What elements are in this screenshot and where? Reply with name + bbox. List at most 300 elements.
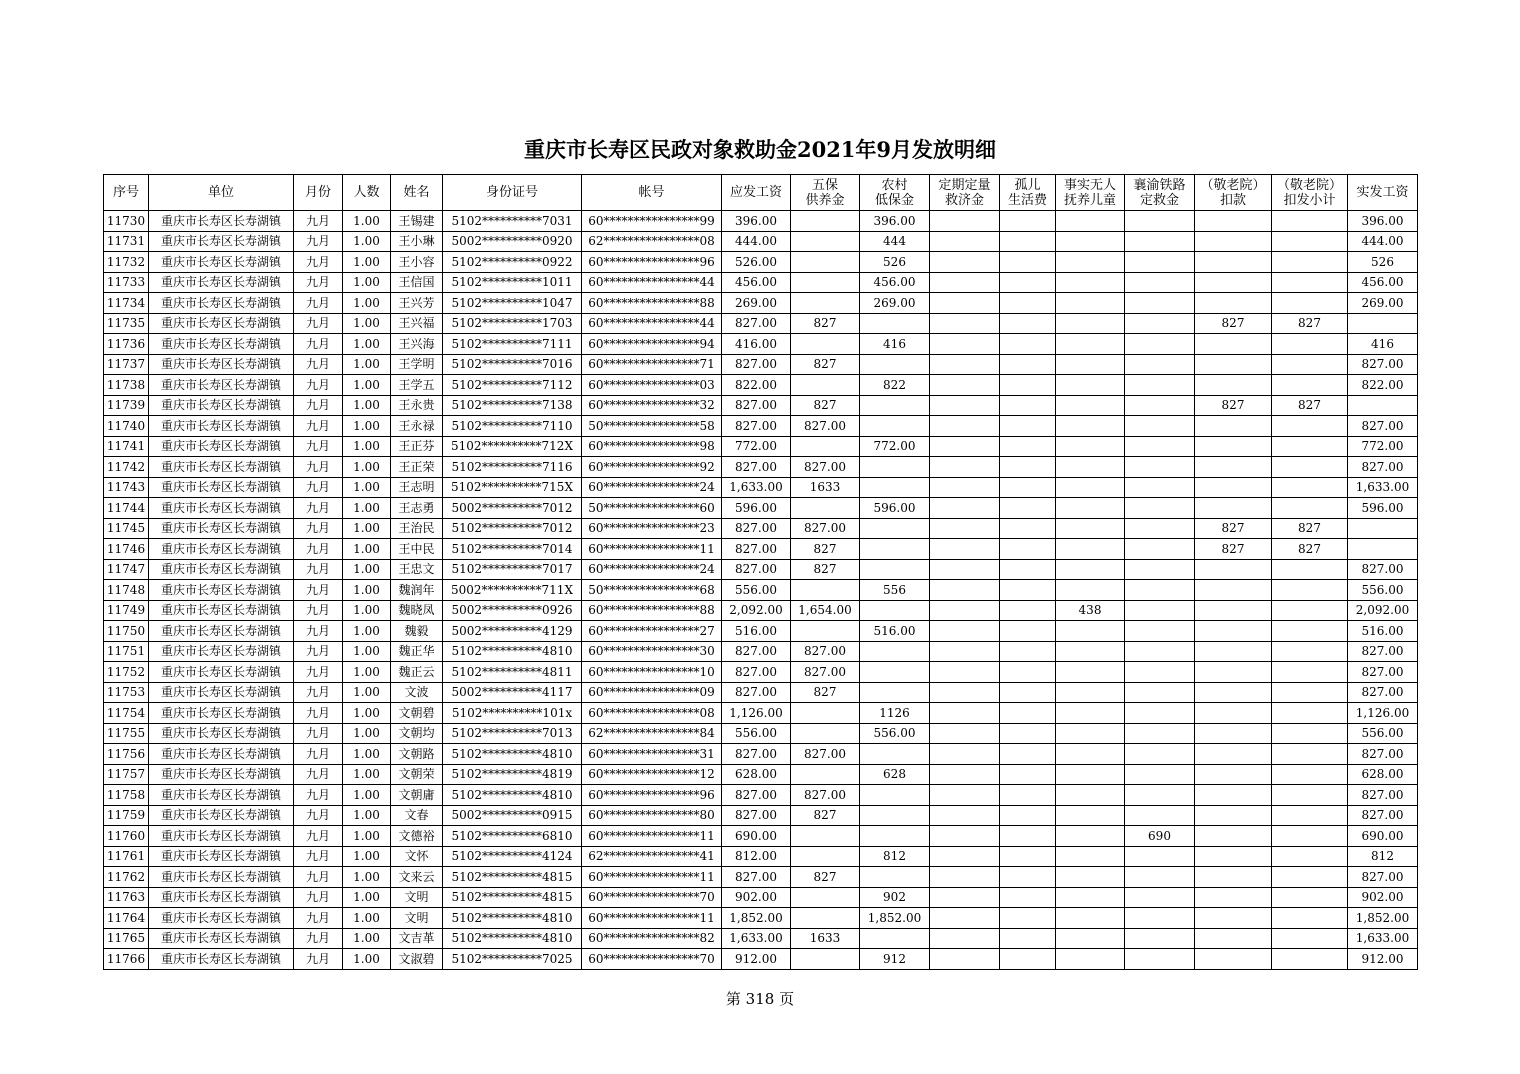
table-cell: 269.00: [722, 293, 791, 314]
column-header: 定期定量 救济金: [930, 175, 1000, 211]
table-cell: [860, 477, 930, 498]
table-cell: 重庆市长寿区长寿湖镇: [149, 477, 294, 498]
table-cell: [1000, 949, 1056, 970]
table-cell: 50****************68: [582, 580, 722, 601]
table-cell: [1195, 272, 1272, 293]
table-cell: [1125, 908, 1195, 929]
table-cell: 526: [1348, 252, 1418, 273]
table-cell: [930, 785, 1000, 806]
table-cell: [1195, 867, 1272, 888]
table-cell: 1.00: [343, 703, 391, 724]
table-cell: [1056, 313, 1125, 334]
table-cell: [1125, 641, 1195, 662]
table-cell: 1126: [860, 703, 930, 724]
table-cell: 827: [1195, 518, 1272, 539]
table-cell: [1348, 395, 1418, 416]
table-cell: [791, 272, 860, 293]
table-cell: [1195, 805, 1272, 826]
table-cell: 5002**********711X: [443, 580, 582, 601]
table-row: [104, 600, 1418, 621]
table-cell: 11747: [104, 559, 149, 580]
table-cell: 11754: [104, 703, 149, 724]
table-cell: [1272, 805, 1348, 826]
table-cell: 九月: [294, 580, 343, 601]
table-cell: 5102**********715X: [443, 477, 582, 498]
table-cell: [1000, 662, 1056, 683]
table-cell: 文朝路: [391, 744, 443, 765]
table-cell: 5102**********7017: [443, 559, 582, 580]
table-cell: [1125, 375, 1195, 396]
table-cell: [1195, 600, 1272, 621]
table-cell: [1195, 559, 1272, 580]
table-row: [104, 641, 1418, 662]
table-cell: 1.00: [343, 580, 391, 601]
table-cell: 魏晓凤: [391, 600, 443, 621]
table-cell: 王正荣: [391, 457, 443, 478]
table-row: [104, 518, 1418, 539]
table-cell: 5102**********7014: [443, 539, 582, 560]
table-cell: [1272, 436, 1348, 457]
table-cell: [1000, 887, 1056, 908]
table-cell: 60****************11: [582, 867, 722, 888]
table-cell: 5102**********101x: [443, 703, 582, 724]
table-cell: [1272, 293, 1348, 314]
table-cell: [1195, 908, 1272, 929]
table-cell: 827: [791, 354, 860, 375]
table-cell: 827.00: [1348, 805, 1418, 826]
table-cell: 827.00: [1348, 641, 1418, 662]
table-row: [104, 354, 1418, 375]
table-cell: 416: [860, 334, 930, 355]
table-cell: 556: [860, 580, 930, 601]
table-cell: 11766: [104, 949, 149, 970]
table-cell: [1000, 621, 1056, 642]
table-cell: 重庆市长寿区长寿湖镇: [149, 846, 294, 867]
table-cell: 文怀: [391, 846, 443, 867]
table-cell: 60****************82: [582, 928, 722, 949]
table-cell: 文来云: [391, 867, 443, 888]
table-cell: 827.00: [1348, 662, 1418, 683]
table-cell: 重庆市长寿区长寿湖镇: [149, 457, 294, 478]
table-cell: 11744: [104, 498, 149, 519]
table-cell: [1195, 826, 1272, 847]
table-cell: [1272, 682, 1348, 703]
table-cell: 827.00: [1348, 354, 1418, 375]
table-cell: 王小琳: [391, 231, 443, 252]
table-cell: 827: [1195, 539, 1272, 560]
table-cell: 1.00: [343, 252, 391, 273]
table-cell: 912.00: [722, 949, 791, 970]
table-cell: [1056, 416, 1125, 437]
table-row: [104, 559, 1418, 580]
table-cell: [1056, 949, 1125, 970]
table-cell: [1056, 457, 1125, 478]
table-cell: 文朝碧: [391, 703, 443, 724]
table-cell: 11755: [104, 723, 149, 744]
table-cell: 九月: [294, 785, 343, 806]
table-cell: [1056, 621, 1125, 642]
table-cell: 62****************84: [582, 723, 722, 744]
table-cell: 822.00: [1348, 375, 1418, 396]
table-cell: 269.00: [860, 293, 930, 314]
table-cell: 556.00: [722, 723, 791, 744]
table-cell: [1125, 498, 1195, 519]
table-cell: [1272, 272, 1348, 293]
table-cell: [1195, 703, 1272, 724]
table-cell: 822: [860, 375, 930, 396]
table-cell: 11763: [104, 887, 149, 908]
table-cell: 1.00: [343, 682, 391, 703]
table-cell: [1272, 785, 1348, 806]
table-cell: 1.00: [343, 395, 391, 416]
table-row: [104, 231, 1418, 252]
table-cell: 九月: [294, 744, 343, 765]
table-cell: 九月: [294, 313, 343, 334]
table-cell: 11742: [104, 457, 149, 478]
table-cell: 526: [860, 252, 930, 273]
table-cell: 5102**********7025: [443, 949, 582, 970]
table-cell: [860, 559, 930, 580]
table-cell: 重庆市长寿区长寿湖镇: [149, 744, 294, 765]
column-header: 单位: [149, 175, 294, 211]
table-cell: 60****************44: [582, 313, 722, 334]
table-cell: [1056, 662, 1125, 683]
table-cell: [1348, 539, 1418, 560]
table-cell: 60****************11: [582, 908, 722, 929]
column-header: 身份证号: [443, 175, 582, 211]
table-cell: [930, 457, 1000, 478]
table-cell: 九月: [294, 600, 343, 621]
table-cell: 556.00: [1348, 723, 1418, 744]
table-cell: 1.00: [343, 826, 391, 847]
table-cell: [1000, 785, 1056, 806]
table-cell: [1195, 641, 1272, 662]
table-cell: [1195, 457, 1272, 478]
table-row: [104, 252, 1418, 273]
table-cell: [1125, 682, 1195, 703]
table-cell: 九月: [294, 703, 343, 724]
table-cell: [1125, 272, 1195, 293]
table-cell: [930, 436, 1000, 457]
table-cell: 王中民: [391, 539, 443, 560]
table-cell: 5102**********7013: [443, 723, 582, 744]
table-cell: 772.00: [722, 436, 791, 457]
table-header: [104, 175, 1418, 211]
table-cell: [1272, 621, 1348, 642]
table-cell: [930, 395, 1000, 416]
table-cell: [791, 908, 860, 929]
table-cell: 827.00: [722, 641, 791, 662]
table-cell: [1272, 354, 1348, 375]
table-cell: [860, 395, 930, 416]
table-cell: 1,633.00: [1348, 928, 1418, 949]
table-cell: [1195, 764, 1272, 785]
table-cell: 516.00: [722, 621, 791, 642]
table-cell: 5002**********4117: [443, 682, 582, 703]
table-cell: 827: [791, 805, 860, 826]
table-cell: 重庆市长寿区长寿湖镇: [149, 416, 294, 437]
table-cell: [1000, 436, 1056, 457]
table-cell: [930, 928, 1000, 949]
table-cell: [1000, 313, 1056, 334]
table-cell: [1272, 764, 1348, 785]
table-cell: 王兴芳: [391, 293, 443, 314]
table-cell: [930, 867, 1000, 888]
table-cell: 827: [791, 539, 860, 560]
table-cell: [1000, 600, 1056, 621]
table-cell: 912.00: [1348, 949, 1418, 970]
table-cell: [860, 457, 930, 478]
table-row: [104, 477, 1418, 498]
table-cell: [1125, 867, 1195, 888]
table-cell: 1.00: [343, 354, 391, 375]
table-cell: [1056, 334, 1125, 355]
table-cell: [1272, 662, 1348, 683]
table-cell: 1.00: [343, 744, 391, 765]
table-cell: [1272, 846, 1348, 867]
table-cell: 文吉革: [391, 928, 443, 949]
table-cell: 九月: [294, 805, 343, 826]
table-cell: 九月: [294, 846, 343, 867]
table-cell: 60****************88: [582, 600, 722, 621]
table-cell: 11759: [104, 805, 149, 826]
table-cell: [1125, 928, 1195, 949]
table-cell: 九月: [294, 559, 343, 580]
table-cell: 456.00: [1348, 272, 1418, 293]
table-cell: 827.00: [1348, 559, 1418, 580]
table-cell: [860, 313, 930, 334]
table-cell: [1348, 313, 1418, 334]
table-cell: [930, 826, 1000, 847]
table-row: [104, 764, 1418, 785]
table-cell: [1125, 805, 1195, 826]
table-cell: 九月: [294, 375, 343, 396]
table-cell: [1125, 231, 1195, 252]
table-cell: [860, 805, 930, 826]
table-cell: 60****************24: [582, 559, 722, 580]
table-cell: [1000, 744, 1056, 765]
table-cell: 827: [791, 395, 860, 416]
table-cell: 九月: [294, 764, 343, 785]
table-cell: 60****************98: [582, 436, 722, 457]
table-cell: [1125, 252, 1195, 273]
table-cell: 827: [791, 867, 860, 888]
table-cell: 60****************31: [582, 744, 722, 765]
table-cell: 827.00: [722, 867, 791, 888]
table-cell: [1056, 887, 1125, 908]
table-cell: [1000, 518, 1056, 539]
table-cell: 11757: [104, 764, 149, 785]
table-cell: 文淑碧: [391, 949, 443, 970]
table-cell: 重庆市长寿区长寿湖镇: [149, 293, 294, 314]
table-cell: 827.00: [722, 662, 791, 683]
table-cell: 1633: [791, 928, 860, 949]
table-cell: [1272, 887, 1348, 908]
table-cell: [1000, 805, 1056, 826]
table-cell: [1056, 354, 1125, 375]
table-cell: [1272, 949, 1348, 970]
table-cell: 九月: [294, 518, 343, 539]
table-cell: 556.00: [1348, 580, 1418, 601]
table-cell: 1,852.00: [1348, 908, 1418, 929]
table-cell: [1056, 559, 1125, 580]
table-cell: [1000, 354, 1056, 375]
table-cell: 1.00: [343, 949, 391, 970]
table-cell: 重庆市长寿区长寿湖镇: [149, 805, 294, 826]
table-cell: [1056, 641, 1125, 662]
table-cell: 王忠文: [391, 559, 443, 580]
table-cell: 11760: [104, 826, 149, 847]
table-cell: [1272, 416, 1348, 437]
table-cell: [930, 846, 1000, 867]
table-cell: 九月: [294, 621, 343, 642]
table-cell: 444.00: [722, 231, 791, 252]
table-row: [104, 846, 1418, 867]
table-cell: [1195, 334, 1272, 355]
table-cell: [1272, 723, 1348, 744]
table-cell: [1056, 805, 1125, 826]
table-cell: [1125, 600, 1195, 621]
table-cell: 50****************60: [582, 498, 722, 519]
table-cell: [1272, 826, 1348, 847]
table-cell: 827.00: [722, 457, 791, 478]
table-cell: 11758: [104, 785, 149, 806]
table-cell: [1056, 928, 1125, 949]
table-cell: 827.00: [1348, 457, 1418, 478]
column-header: 实发工资: [1348, 175, 1418, 211]
table-cell: [1272, 559, 1348, 580]
column-header: 序号: [104, 175, 149, 211]
table-cell: 60****************96: [582, 785, 722, 806]
table-cell: [930, 416, 1000, 437]
table-cell: 2,092.00: [1348, 600, 1418, 621]
table-cell: [791, 231, 860, 252]
table-cell: 九月: [294, 887, 343, 908]
table-cell: 62****************08: [582, 231, 722, 252]
table-cell: 5102**********7110: [443, 416, 582, 437]
table-cell: 11745: [104, 518, 149, 539]
table-cell: 重庆市长寿区长寿湖镇: [149, 211, 294, 232]
table-cell: [1000, 375, 1056, 396]
column-header: 农村 低保金: [860, 175, 930, 211]
table-cell: 827.00: [791, 416, 860, 437]
table-cell: [1272, 641, 1348, 662]
table-cell: 556.00: [860, 723, 930, 744]
table-cell: [1125, 744, 1195, 765]
table-cell: 456.00: [722, 272, 791, 293]
table-cell: 444.00: [1348, 231, 1418, 252]
table-cell: 827: [1195, 313, 1272, 334]
table-row: [104, 723, 1418, 744]
table-cell: [930, 518, 1000, 539]
table-cell: 重庆市长寿区长寿湖镇: [149, 785, 294, 806]
column-header: 襄渝铁路 定救金: [1125, 175, 1195, 211]
table-row: [104, 744, 1418, 765]
table-cell: 5002**********0915: [443, 805, 582, 826]
table-cell: 827.00: [1348, 416, 1418, 437]
table-cell: 九月: [294, 682, 343, 703]
table-cell: 1.00: [343, 887, 391, 908]
table-cell: [1195, 662, 1272, 683]
table-cell: [791, 498, 860, 519]
table-cell: 魏润年: [391, 580, 443, 601]
table-cell: 5102**********7016: [443, 354, 582, 375]
table-cell: 王正芬: [391, 436, 443, 457]
table-cell: [1195, 293, 1272, 314]
table-cell: [791, 334, 860, 355]
table-cell: 60****************88: [582, 293, 722, 314]
table-cell: [791, 764, 860, 785]
table-cell: [1195, 621, 1272, 642]
table-cell: 1.00: [343, 293, 391, 314]
table-cell: [1125, 313, 1195, 334]
table-cell: 827.00: [1348, 744, 1418, 765]
table-cell: [791, 252, 860, 273]
table-cell: [930, 580, 1000, 601]
table-cell: 60****************12: [582, 764, 722, 785]
table-cell: [791, 846, 860, 867]
table-cell: 396.00: [860, 211, 930, 232]
table-cell: 九月: [294, 641, 343, 662]
column-header: （敬老院） 扣发小计: [1272, 175, 1348, 211]
table-cell: [930, 641, 1000, 662]
table-cell: [1272, 457, 1348, 478]
table-cell: [1272, 477, 1348, 498]
table-cell: 60****************92: [582, 457, 722, 478]
table-cell: [791, 703, 860, 724]
table-row: [104, 395, 1418, 416]
table-row: [104, 498, 1418, 519]
table-cell: 王小容: [391, 252, 443, 273]
table-cell: [1125, 518, 1195, 539]
table-cell: 魏正云: [391, 662, 443, 683]
table-cell: [860, 641, 930, 662]
table-cell: 重庆市长寿区长寿湖镇: [149, 539, 294, 560]
table-cell: [930, 949, 1000, 970]
table-cell: 827.00: [791, 518, 860, 539]
table-cell: 1,633.00: [722, 928, 791, 949]
table-cell: 1.00: [343, 846, 391, 867]
table-cell: [1056, 436, 1125, 457]
table-row: [104, 867, 1418, 888]
table-cell: 596.00: [722, 498, 791, 519]
table-row: [104, 928, 1418, 949]
table-cell: [1125, 436, 1195, 457]
table-cell: 628.00: [722, 764, 791, 785]
table-cell: 827.00: [722, 744, 791, 765]
table-cell: [1056, 744, 1125, 765]
table-cell: 60****************32: [582, 395, 722, 416]
table-cell: 628.00: [1348, 764, 1418, 785]
table-cell: 812: [860, 846, 930, 867]
table-cell: [1125, 703, 1195, 724]
table-cell: [930, 723, 1000, 744]
table-cell: [1125, 621, 1195, 642]
table-cell: 11749: [104, 600, 149, 621]
table-cell: [930, 887, 1000, 908]
table-cell: 772.00: [860, 436, 930, 457]
table-cell: 11739: [104, 395, 149, 416]
table-cell: 5102**********7112: [443, 375, 582, 396]
table-cell: [1000, 252, 1056, 273]
table-cell: [1272, 580, 1348, 601]
table-cell: 九月: [294, 723, 343, 744]
table-cell: 重庆市长寿区长寿湖镇: [149, 662, 294, 683]
table-cell: [930, 744, 1000, 765]
table-cell: [1000, 498, 1056, 519]
table-cell: [1125, 662, 1195, 683]
table-cell: [1195, 375, 1272, 396]
